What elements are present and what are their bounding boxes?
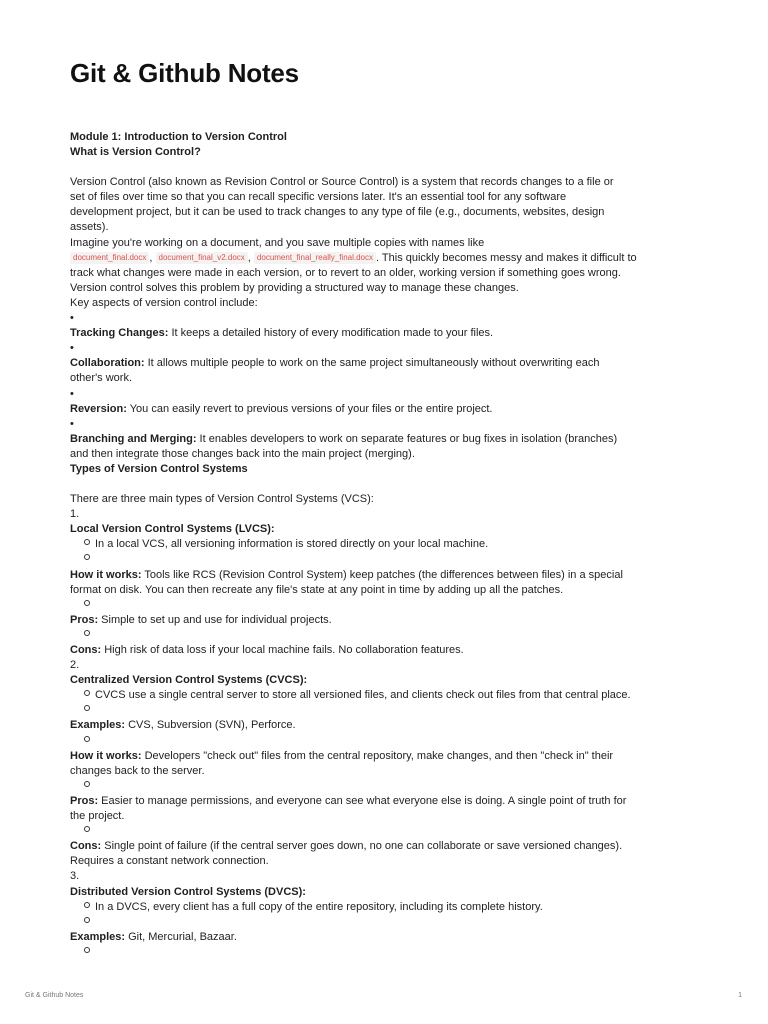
circle-bullet-row xyxy=(70,824,710,839)
item-text-cont: the project. xyxy=(70,810,125,823)
item-text-cont: format on disk. You can then recreate any file's state at any point in time by adding up all the patches. xyxy=(70,583,564,596)
item-label: Cons: xyxy=(70,644,102,656)
circle-bullet-row xyxy=(70,779,710,794)
circle-bullet-row xyxy=(70,915,710,930)
circle-bullet-icon xyxy=(84,902,90,908)
item-label: Examples: xyxy=(70,719,126,732)
separator: , xyxy=(247,251,251,264)
footer-document-title: Git & Github Notes xyxy=(25,992,84,999)
circle-bullet-icon xyxy=(84,600,90,606)
circle-bullet-icon xyxy=(84,554,90,560)
item-text: Tools like RCS (Revision Control System) keep patches (the differences between files) in a special xyxy=(141,568,623,581)
item-label: Cons: xyxy=(70,840,102,853)
aspect-item xyxy=(70,326,710,341)
item-text: Git, Mercurial, Bazaar. xyxy=(125,930,237,943)
circle-bullet-row xyxy=(70,734,710,749)
inline-code: document_final_v2.docx xyxy=(156,252,248,264)
inline-code: document_final_really_final.docx xyxy=(254,252,376,264)
item-label: Pros: xyxy=(70,613,99,626)
type-item xyxy=(70,718,710,733)
aspect-item xyxy=(70,432,710,447)
type-description: In a DVCS, every client has a full copy of the entire repository, including its complete history. xyxy=(70,900,710,915)
item-text: High risk of data loss if your local machine fails. No collaboration features. xyxy=(101,644,464,656)
circle-bullet-icon xyxy=(84,736,90,742)
section-heading: Types of Version Control Systems xyxy=(70,462,248,475)
item-label: How it works: xyxy=(70,568,142,581)
item-label: Pros: xyxy=(70,794,99,807)
footer-page-number: 1 xyxy=(738,992,742,999)
paragraph-line: development project, but it can be used to track changes to any type of file (e.g., documents, websites, design xyxy=(70,206,605,219)
list-number: 2. xyxy=(70,659,80,672)
list-number: 3. xyxy=(70,870,80,883)
item-label: How it works: xyxy=(70,749,142,762)
item-label: Examples: xyxy=(70,930,126,943)
circle-bullet-row xyxy=(70,628,710,643)
module-heading: Module 1: Introduction to Version Control xyxy=(70,131,287,143)
paragraph-line: set of files over time so that you can recall specific versions later. It's an essential tool for any software xyxy=(70,191,567,204)
paragraph-line: Version control solves this problem by providing a structured way to manage these changes. xyxy=(70,281,519,294)
aspect-text: It allows multiple people to work on the same project simultaneously without overwriting each xyxy=(144,357,600,370)
aspect-item xyxy=(70,402,710,417)
aspect-text-cont: and then integrate those changes back into the main project (merging). xyxy=(70,447,415,460)
circle-bullet-row xyxy=(70,598,710,613)
item-text: Simple to set up and use for individual projects. xyxy=(98,613,332,626)
separator: , xyxy=(149,251,153,264)
circle-bullet-icon xyxy=(84,705,90,711)
type-item xyxy=(70,643,710,658)
circle-bullet-icon xyxy=(84,947,90,953)
bullet-marker xyxy=(70,417,710,432)
aspect-text: You can easily revert to previous versions of your files or the entire project. xyxy=(126,402,493,415)
aspect-label: Branching and Merging: xyxy=(70,432,197,445)
page-title: Git & Github Notes xyxy=(70,58,299,88)
bullet-marker xyxy=(70,341,710,356)
type-description: CVCS use a single central server to store all versioned files, and clients check out files from that central place. xyxy=(70,688,710,703)
type-item xyxy=(70,613,710,628)
bullet-marker xyxy=(70,311,710,326)
type-name: Centralized Version Control Systems (CVCS): xyxy=(70,674,308,687)
paragraph-line: track what changes were made in each version, or to revert to an older, working version if something goes wrong. xyxy=(70,266,621,279)
type-name: Local Version Control Systems (LVCS): xyxy=(70,523,275,536)
inline-code: document_final.docx xyxy=(70,252,149,264)
paragraph-line: assets). xyxy=(70,221,109,234)
aspect-text: It keeps a detailed history of every modification made to your files. xyxy=(168,327,494,340)
item-text: CVS, Subversion (SVN), Perforce. xyxy=(125,719,296,732)
section-heading: What is Version Control? xyxy=(70,146,201,159)
circle-bullet-row xyxy=(70,945,710,960)
paragraph-line: There are three main types of Version Control Systems (VCS): xyxy=(70,493,374,506)
item-text: Developers "check out" files from the central repository, make changes, and then "check in" their xyxy=(141,749,614,762)
circle-bullet-row xyxy=(70,552,710,567)
aspect-text: It enables developers to work on separate features or bug fixes in isolation (branches) xyxy=(196,432,618,445)
item-text: Easier to manage permissions, and everyone can see what everyone else is doing. A single point of truth for xyxy=(98,794,627,807)
aspect-label: Tracking Changes: xyxy=(70,327,169,340)
type-name: Distributed Version Control Systems (DVCS): xyxy=(70,885,306,898)
circle-bullet-icon xyxy=(84,826,90,832)
aspect-label: Collaboration: xyxy=(70,357,145,370)
circle-bullet-row xyxy=(70,703,710,718)
aspect-item xyxy=(70,356,710,371)
circle-bullet-icon xyxy=(84,690,90,696)
type-item xyxy=(70,930,710,945)
list-number: 1. xyxy=(70,508,80,521)
paragraph-line: Imagine you're working on a document, and you save multiple copies with names like xyxy=(70,236,485,249)
aspect-text-cont: other's work. xyxy=(70,372,133,385)
type-item xyxy=(70,568,710,583)
type-description: In a local VCS, all versioning information is stored directly on your local machine. xyxy=(70,537,710,552)
type-item xyxy=(70,794,710,809)
item-text-cont: Requires a constant network connection. xyxy=(70,855,269,868)
bullet-marker xyxy=(70,387,710,402)
paragraph-line: Version Control (also known as Revision Control or Source Control) is a system that records changes to a file or xyxy=(70,176,614,189)
circle-bullet-icon xyxy=(84,781,90,787)
paragraph-line: Key aspects of version control include: xyxy=(70,296,258,309)
circle-bullet-icon xyxy=(84,917,90,923)
type-item xyxy=(70,749,710,764)
item-text-cont: changes back to the server. xyxy=(70,764,205,777)
aspect-label: Reversion: xyxy=(70,402,127,415)
paragraph-line-with-code xyxy=(70,251,710,266)
item-text: Single point of failure (if the central server goes down, no one can collaborate or save versioned changes). xyxy=(101,840,623,853)
circle-bullet-icon xyxy=(84,630,90,636)
type-item xyxy=(70,839,710,854)
circle-bullet-icon xyxy=(84,539,90,545)
document-body xyxy=(70,130,710,960)
paragraph-text: . This quickly becomes messy and makes it difficult to xyxy=(376,251,637,264)
